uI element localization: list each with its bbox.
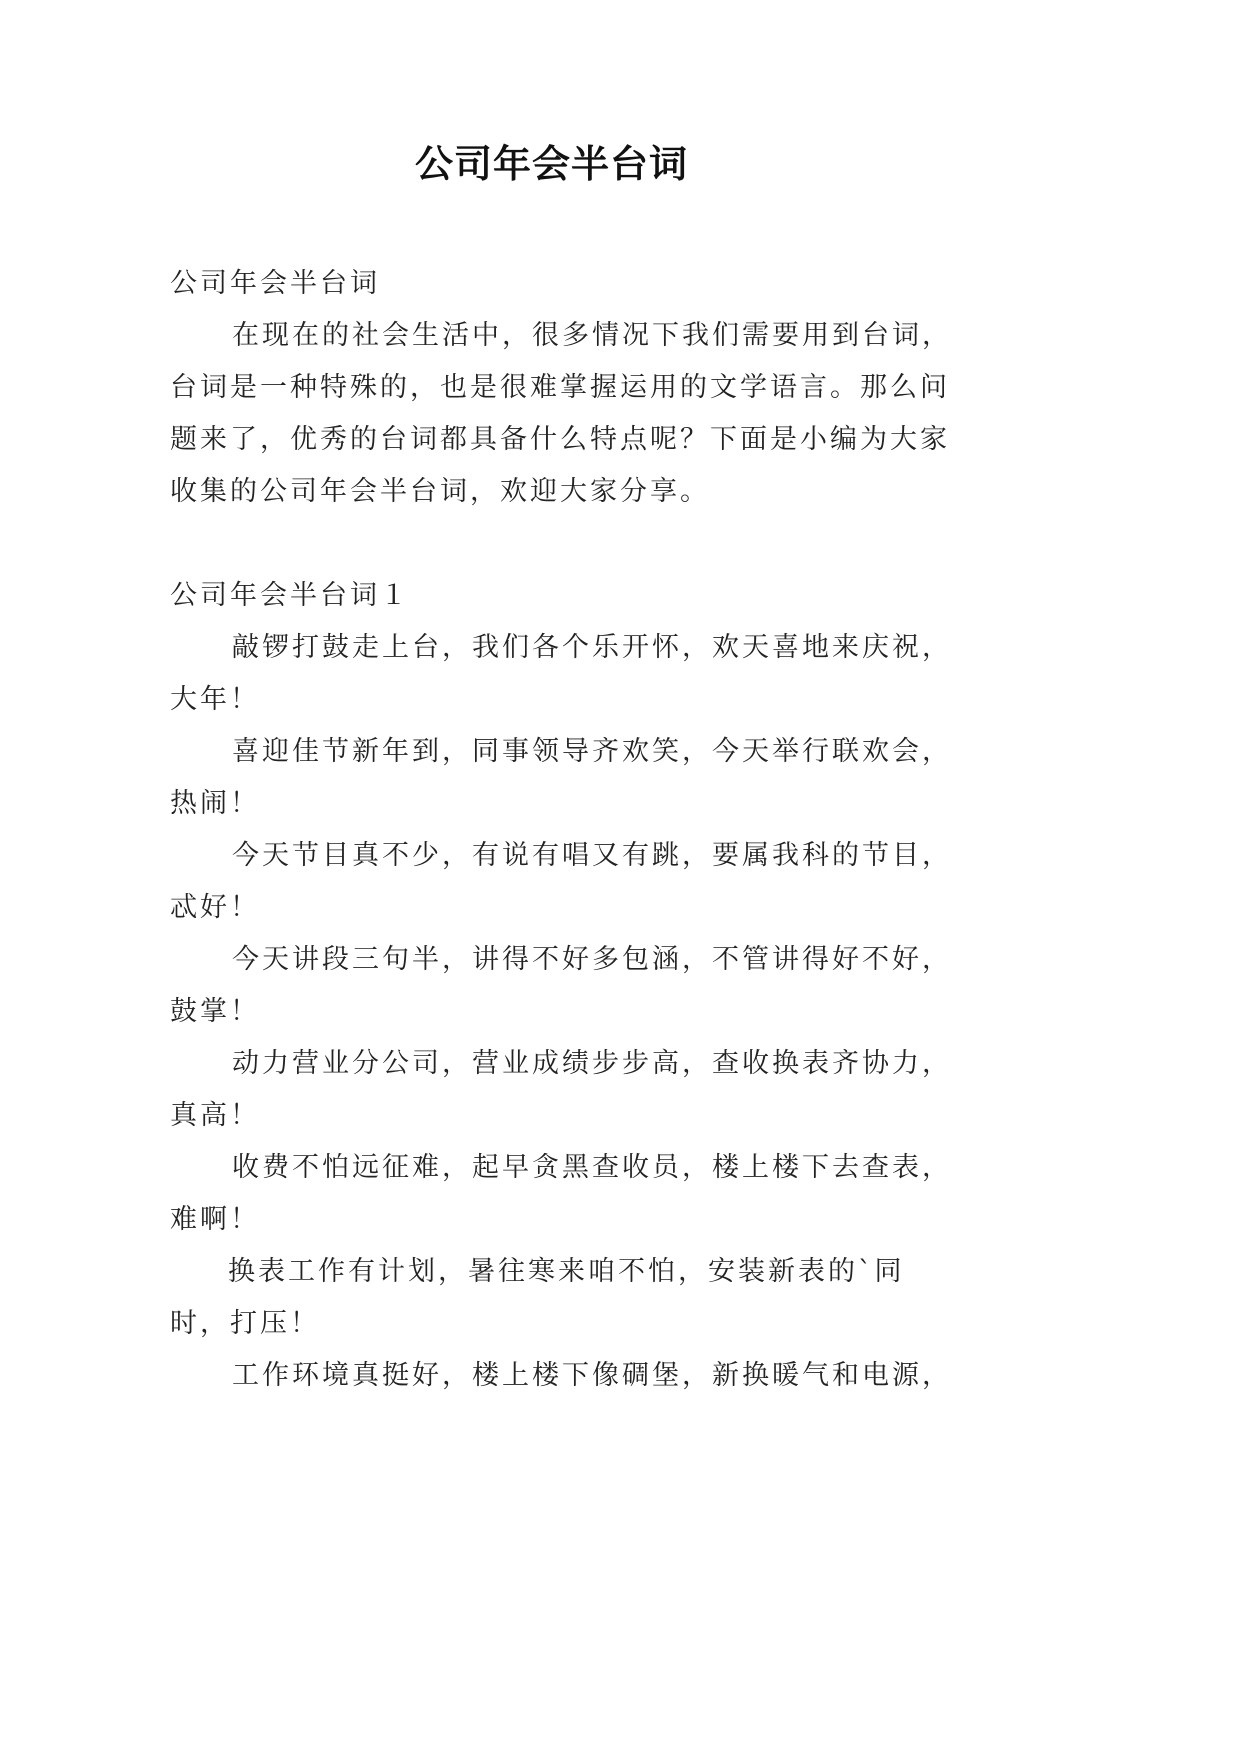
verse-paragraph: 收费不怕远征难，起早贪黑查收员，楼上楼下去查表，难啊！	[170, 1152, 952, 1235]
paragraph-gap	[170, 518, 960, 570]
verse-paragraph: 今天讲段三句半，讲得不好多包涵，不管讲得好不好，鼓掌！	[170, 944, 952, 1027]
verse-paragraph: 换表工作有计划，暑往寒来咱不怕，安装新表的`同时，打压！	[170, 1256, 905, 1339]
section-heading: 公司年会半台词１	[170, 580, 410, 611]
verse-paragraph: 喜迎佳节新年到，同事领导齐欢笑，今天举行联欢会，热闹！	[170, 736, 952, 819]
intro-paragraph: 在现在的社会生活中，很多情况下我们需要用到台词，台词是一种特殊的，也是很难掌握运用的文学语言。那么问题来了，优秀的台词都具备什么特点呢？下面是小编为大家收集的公司年会半台词，欢迎大家分享。	[170, 320, 952, 507]
document-body	[170, 258, 960, 1402]
verse-paragraph: 今天节目真不少，有说有唱又有跳，要属我科的节目，忒好！	[170, 840, 952, 923]
subtitle: 公司年会半台词	[170, 268, 380, 299]
document-title: 公司年会半台词	[414, 142, 688, 186]
verse-paragraph: 工作环境真挺好，楼上楼下像碉堡，新换暖气和电源，	[232, 1360, 952, 1391]
verse-paragraph: 动力营业分公司，营业成绩步步高，查收换表齐协力，真高！	[170, 1048, 952, 1131]
verse-paragraph: 敲锣打鼓走上台，我们各个乐开怀，欢天喜地来庆祝，大年！	[170, 632, 952, 715]
